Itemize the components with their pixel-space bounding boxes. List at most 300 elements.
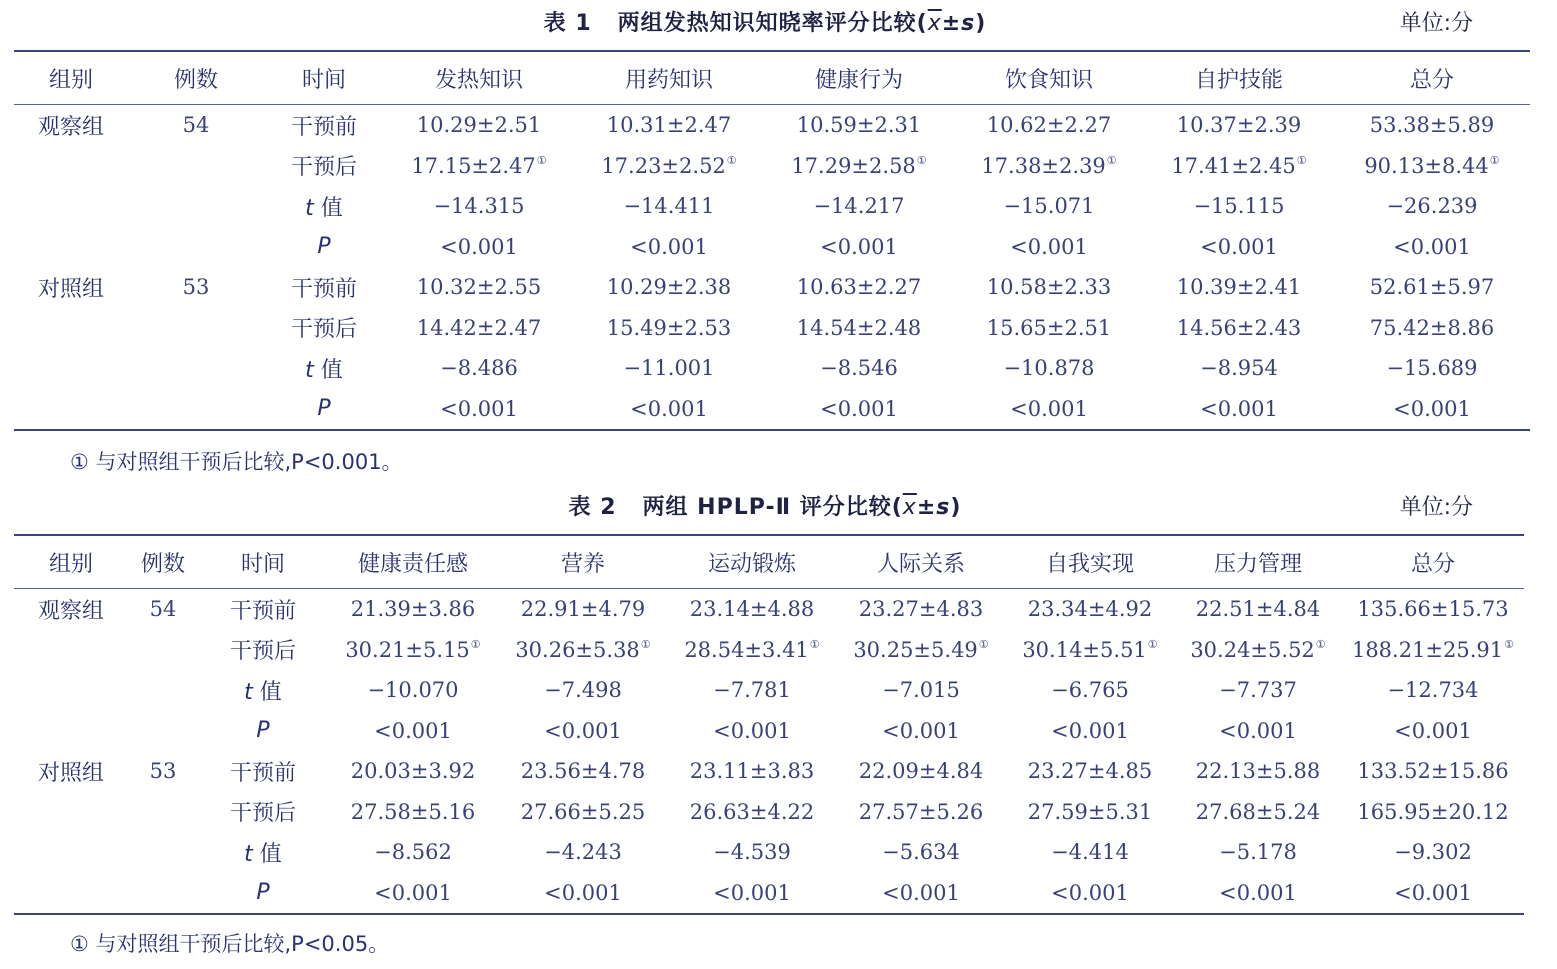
value-text: 17.38±2.39: [981, 153, 1106, 178]
value-text: <0.001: [1051, 718, 1129, 743]
value-cell: [574, 389, 764, 431]
table2-caption-text: 两组 HPLP-Ⅱ 评分比较(: [642, 495, 903, 520]
value-text: 28.54±3.41: [684, 637, 809, 662]
value-cell: [668, 832, 836, 873]
value-text: 17.15±2.47: [411, 153, 536, 178]
value-text: <0.001: [1200, 396, 1278, 421]
count-cell: [128, 348, 264, 389]
caption-close: ): [975, 11, 987, 36]
time-cell: t 值: [244, 679, 282, 705]
value-text: 52.61±5.97: [1369, 275, 1495, 300]
table1-caption-text: 两组发热知识知晓率评分比较(: [617, 11, 928, 36]
table-row: [14, 389, 1530, 431]
value-text: −8.954: [1200, 356, 1278, 381]
value-cell: [328, 832, 498, 873]
table1-footnote: ① 与对照组干预后比较,P<0.001。: [70, 450, 403, 474]
value-text: <0.001: [1010, 396, 1088, 421]
value-cell: [1006, 711, 1174, 752]
time-cell: 干预后: [229, 801, 296, 827]
column-header: 例数: [128, 535, 198, 589]
value-cell: [954, 348, 1144, 389]
value-text: 26.63±4.22: [689, 799, 815, 824]
value-text: 75.42±8.86: [1369, 315, 1495, 340]
value-text: <0.001: [630, 234, 708, 259]
value-cell: [1144, 105, 1334, 146]
value-text: 27.57±5.26: [858, 799, 984, 824]
value-text: 14.42±2.47: [416, 315, 542, 340]
time-cell: P: [264, 389, 384, 431]
value-text: 133.52±15.86: [1357, 759, 1509, 784]
time-cell: 干预后: [290, 155, 357, 181]
count-cell: [128, 670, 198, 711]
table-row: [14, 711, 1524, 752]
value-cell: [498, 630, 668, 671]
value-text: −8.562: [374, 840, 452, 865]
value-text: 22.09±4.84: [858, 759, 984, 784]
value-text: 22.51±4.84: [1195, 597, 1321, 622]
value-text: 14.54±2.48: [796, 315, 922, 340]
column-header: 总分: [1342, 535, 1524, 589]
value-cell: [328, 751, 498, 792]
value-cell: [1174, 589, 1342, 630]
value-cell: [1006, 792, 1174, 833]
value-text: 23.34±4.92: [1027, 597, 1153, 622]
value-text: 17.29±2.58: [791, 153, 916, 178]
value-cell: [1006, 873, 1174, 915]
value-cell: [954, 186, 1144, 227]
value-cell: [328, 792, 498, 833]
value-text: <0.001: [713, 880, 791, 905]
column-header: 自我实现: [1006, 535, 1174, 589]
count-cell: [128, 389, 264, 431]
group-cell: [14, 389, 128, 431]
group-cell: 观察组: [37, 114, 104, 140]
value-text: 17.23±2.52: [601, 153, 726, 178]
value-cell: [1144, 267, 1334, 308]
value-cell: [1174, 792, 1342, 833]
value-cell: [1342, 792, 1524, 833]
value-cell: [498, 873, 668, 915]
group-cell: [14, 348, 128, 389]
count-cell: [128, 146, 264, 187]
value-text: −4.243: [544, 840, 622, 865]
group-cell: [14, 711, 128, 752]
value-text: <0.001: [1394, 880, 1472, 905]
group-cell: [14, 186, 128, 227]
value-text: −10.878: [1003, 356, 1095, 381]
value-cell: [1174, 630, 1342, 671]
time-cell: t 值: [244, 841, 282, 867]
value-text: 188.21±25.91: [1351, 637, 1504, 662]
value-text: 30.25±5.49: [853, 637, 978, 662]
column-header: 例数: [128, 51, 264, 105]
count-cell: [128, 227, 264, 268]
time-cell: 干预前: [229, 760, 296, 786]
footnote-marker: ①: [978, 637, 989, 651]
column-header: 组别: [14, 51, 128, 105]
value-text: −5.178: [1219, 840, 1297, 865]
table1: [14, 50, 1530, 431]
value-text: <0.001: [1051, 880, 1129, 905]
value-cell: [764, 146, 954, 187]
table-row: [14, 146, 1530, 187]
value-text: <0.001: [1219, 880, 1297, 905]
column-header: 健康责任感: [328, 535, 498, 589]
value-cell: [1006, 589, 1174, 630]
s-symbol: s: [961, 11, 976, 36]
column-header: 健康行为: [764, 51, 954, 105]
value-cell: [668, 589, 836, 630]
value-cell: [1174, 832, 1342, 873]
value-cell: [1334, 308, 1530, 349]
value-text: 10.39±2.41: [1176, 275, 1302, 300]
value-cell: [328, 711, 498, 752]
time-cell: 干预后: [229, 639, 296, 665]
count-cell: [128, 792, 198, 833]
value-text: −15.115: [1193, 194, 1285, 219]
value-cell: [954, 227, 1144, 268]
value-text: −15.071: [1003, 194, 1095, 219]
value-text: 27.68±5.24: [1195, 799, 1321, 824]
value-text: −14.411: [623, 194, 715, 219]
group-cell: 对照组: [37, 276, 104, 302]
value-cell: [328, 873, 498, 915]
count-cell: 53: [149, 759, 177, 784]
group-cell: [14, 873, 128, 915]
value-cell: [1006, 751, 1174, 792]
value-text: <0.001: [882, 718, 960, 743]
footnote-marker: ①: [726, 153, 737, 167]
value-text: 30.21±5.15: [345, 637, 470, 662]
column-header: 用药知识: [574, 51, 764, 105]
count-cell: [128, 308, 264, 349]
value-cell: [1342, 589, 1524, 630]
count-cell: 54: [182, 113, 210, 138]
value-text: −26.239: [1386, 194, 1478, 219]
value-cell: [668, 792, 836, 833]
value-text: <0.001: [1200, 234, 1278, 259]
value-text: 27.58±5.16: [350, 799, 476, 824]
table2-caption-prefix: 表 2: [568, 495, 617, 520]
column-header: 自护技能: [1144, 51, 1334, 105]
table1-header-row: [14, 51, 1530, 105]
value-cell: [328, 589, 498, 630]
footnote-marker: ①: [536, 153, 547, 167]
value-text: 10.62±2.27: [986, 113, 1112, 138]
value-cell: [384, 227, 574, 268]
value-cell: [384, 389, 574, 431]
value-text: −8.486: [440, 356, 518, 381]
value-cell: [1174, 751, 1342, 792]
value-cell: [836, 832, 1006, 873]
value-text: −8.546: [820, 356, 898, 381]
table1-unit: 单位:分: [1399, 11, 1473, 36]
column-header: 饮食知识: [954, 51, 1144, 105]
value-text: <0.001: [713, 718, 791, 743]
time-cell: 干预前: [290, 276, 357, 302]
table-row: [14, 186, 1530, 227]
group-cell: 观察组: [37, 598, 104, 624]
value-cell: [1342, 711, 1524, 752]
value-cell: [1144, 186, 1334, 227]
table2-body: [14, 589, 1524, 915]
table-row: [14, 227, 1530, 268]
value-cell: [668, 670, 836, 711]
value-cell: [328, 670, 498, 711]
footnote-marker: ①: [640, 637, 651, 651]
value-cell: [1144, 308, 1334, 349]
xbar-symbol: $\overline{x}$: [927, 11, 942, 36]
value-text: 27.66±5.25: [520, 799, 646, 824]
column-header: 人际关系: [836, 535, 1006, 589]
value-text: <0.001: [1010, 234, 1088, 259]
value-text: −6.765: [1051, 678, 1129, 703]
value-cell: [1342, 873, 1524, 915]
count-cell: [128, 873, 198, 915]
value-text: 10.37±2.39: [1176, 113, 1302, 138]
time-cell: 干预前: [290, 114, 357, 140]
plus-minus-symbol: ±: [916, 495, 937, 520]
column-header: 运动锻炼: [668, 535, 836, 589]
value-cell: [764, 105, 954, 146]
count-cell: [128, 832, 198, 873]
value-cell: [574, 308, 764, 349]
value-text: −9.302: [1394, 840, 1472, 865]
value-text: <0.001: [440, 396, 518, 421]
value-cell: [836, 630, 1006, 671]
group-cell: [14, 308, 128, 349]
value-cell: [1144, 348, 1334, 389]
value-cell: [836, 873, 1006, 915]
value-text: <0.001: [820, 396, 898, 421]
value-text: 15.65±2.51: [986, 315, 1112, 340]
table-row: [14, 630, 1524, 671]
value-cell: [1342, 832, 1524, 873]
value-cell: [1174, 670, 1342, 711]
count-cell: [128, 711, 198, 752]
footnote-marker: ①: [470, 637, 481, 651]
footnote-marker: ①: [809, 637, 820, 651]
table-row: [14, 751, 1524, 792]
value-text: <0.001: [1393, 396, 1471, 421]
value-cell: [1342, 630, 1524, 671]
value-text: 14.56±2.43: [1176, 315, 1302, 340]
table1-title: [0, 6, 1530, 37]
value-cell: [574, 227, 764, 268]
table2-footnote: ① 与对照组干预后比较,P<0.05。: [70, 932, 390, 956]
time-cell: t 值: [305, 195, 343, 221]
value-cell: [668, 751, 836, 792]
value-cell: [668, 873, 836, 915]
value-text: <0.001: [1393, 234, 1471, 259]
value-cell: [954, 389, 1144, 431]
value-cell: [384, 105, 574, 146]
value-text: <0.001: [1394, 718, 1472, 743]
value-cell: [836, 792, 1006, 833]
table-row: [14, 670, 1524, 711]
value-cell: [1174, 873, 1342, 915]
s-symbol: s: [936, 495, 951, 520]
value-text: 22.13±5.88: [1195, 759, 1321, 784]
value-text: 30.14±5.51: [1022, 637, 1147, 662]
time-cell: 干预前: [229, 598, 296, 624]
value-cell: [498, 792, 668, 833]
footnote-marker: ①: [1315, 637, 1326, 651]
value-text: <0.001: [630, 396, 708, 421]
value-text: −4.414: [1051, 840, 1129, 865]
value-text: 10.29±2.38: [606, 275, 732, 300]
table-row: [14, 792, 1524, 833]
value-text: −14.315: [433, 194, 525, 219]
value-text: 53.38±5.89: [1369, 113, 1495, 138]
table2-header-row: [14, 535, 1524, 589]
value-cell: [1006, 832, 1174, 873]
value-cell: [1342, 751, 1524, 792]
count-cell: [128, 630, 198, 671]
table-row: [14, 308, 1530, 349]
value-cell: [764, 227, 954, 268]
value-text: 22.91±4.79: [520, 597, 646, 622]
value-cell: [954, 267, 1144, 308]
value-cell: [1334, 227, 1530, 268]
group-cell: [14, 227, 128, 268]
value-cell: [384, 348, 574, 389]
value-cell: [668, 630, 836, 671]
value-cell: [954, 308, 1144, 349]
value-text: 165.95±20.12: [1357, 799, 1509, 824]
count-cell: [128, 186, 264, 227]
value-cell: [1144, 227, 1334, 268]
value-cell: [498, 751, 668, 792]
value-cell: [954, 105, 1144, 146]
value-cell: [836, 670, 1006, 711]
value-cell: [1006, 670, 1174, 711]
value-cell: [384, 186, 574, 227]
value-cell: [574, 186, 764, 227]
value-text: 21.39±3.86: [350, 597, 476, 622]
value-cell: [1006, 630, 1174, 671]
count-cell: 54: [149, 597, 177, 622]
column-header: 总分: [1334, 51, 1530, 105]
value-text: 23.14±4.88: [689, 597, 815, 622]
footnote-marker: ①: [1489, 153, 1500, 167]
table-row: [14, 589, 1524, 630]
value-text: −15.689: [1386, 356, 1478, 381]
value-text: 10.32±2.55: [416, 275, 542, 300]
value-cell: [1334, 348, 1530, 389]
value-cell: [954, 146, 1144, 187]
value-text: <0.001: [1219, 718, 1297, 743]
table2: [14, 534, 1524, 915]
value-cell: [384, 308, 574, 349]
value-cell: [574, 105, 764, 146]
table2-unit: 单位:分: [1399, 495, 1473, 520]
value-text: −7.737: [1219, 678, 1297, 703]
value-text: 15.49±2.53: [606, 315, 732, 340]
value-cell: [498, 711, 668, 752]
value-cell: [836, 589, 1006, 630]
count-cell: 53: [182, 275, 210, 300]
value-cell: [668, 711, 836, 752]
xbar-symbol: $\overline{x}$: [902, 495, 917, 520]
value-cell: [1334, 267, 1530, 308]
table2-title: [0, 490, 1530, 521]
table-row: [14, 832, 1524, 873]
value-cell: [498, 589, 668, 630]
value-text: −7.498: [544, 678, 622, 703]
table-row: [14, 348, 1530, 389]
time-cell: P: [317, 234, 331, 260]
value-cell: [1144, 389, 1334, 431]
column-header: 压力管理: [1174, 535, 1342, 589]
value-text: 23.27±4.83: [858, 597, 984, 622]
value-cell: [836, 711, 1006, 752]
value-text: −7.015: [882, 678, 960, 703]
value-text: 10.31±2.47: [606, 113, 732, 138]
plus-minus-symbol: ±: [941, 11, 962, 36]
value-cell: [1342, 670, 1524, 711]
value-text: −11.001: [623, 356, 715, 381]
value-text: <0.001: [882, 880, 960, 905]
value-cell: [764, 267, 954, 308]
time-cell: 干预后: [290, 317, 357, 343]
value-cell: [498, 670, 668, 711]
group-cell: [14, 832, 128, 873]
table-row: [14, 105, 1530, 146]
value-text: 30.24±5.52: [1190, 637, 1315, 662]
value-cell: [764, 348, 954, 389]
group-cell: [14, 670, 128, 711]
value-cell: [498, 832, 668, 873]
value-cell: [574, 348, 764, 389]
column-header: 时间: [198, 535, 328, 589]
value-text: <0.001: [374, 718, 452, 743]
footnote-marker: ①: [1296, 153, 1307, 167]
value-text: <0.001: [544, 718, 622, 743]
footnote-marker: ①: [916, 153, 927, 167]
table1-body: [14, 105, 1530, 431]
table2-caption: [0, 484, 1557, 528]
value-text: 23.56±4.78: [520, 759, 646, 784]
value-cell: [1144, 146, 1334, 187]
footnote-marker: ①: [1504, 637, 1515, 651]
value-text: 20.03±3.92: [350, 759, 476, 784]
table-row: [14, 873, 1524, 915]
time-cell: t 值: [305, 357, 343, 383]
value-cell: [574, 267, 764, 308]
value-cell: [1334, 186, 1530, 227]
value-cell: [384, 146, 574, 187]
group-cell: [14, 792, 128, 833]
value-text: 23.11±3.83: [689, 759, 815, 784]
value-text: 10.59±2.31: [796, 113, 922, 138]
group-cell: [14, 146, 128, 187]
value-text: −7.781: [713, 678, 791, 703]
value-text: 27.59±5.31: [1027, 799, 1153, 824]
value-cell: [1334, 389, 1530, 431]
value-text: 17.41±2.45: [1171, 153, 1296, 178]
value-cell: [328, 630, 498, 671]
table1-caption-prefix: 表 1: [543, 11, 592, 36]
column-header: 发热知识: [384, 51, 574, 105]
column-header: 组别: [14, 535, 128, 589]
value-text: 10.29±2.51: [416, 113, 542, 138]
value-cell: [1174, 711, 1342, 752]
time-cell: P: [256, 718, 270, 744]
footnote-marker: ①: [1106, 153, 1117, 167]
table-row: [14, 267, 1530, 308]
value-cell: [764, 308, 954, 349]
